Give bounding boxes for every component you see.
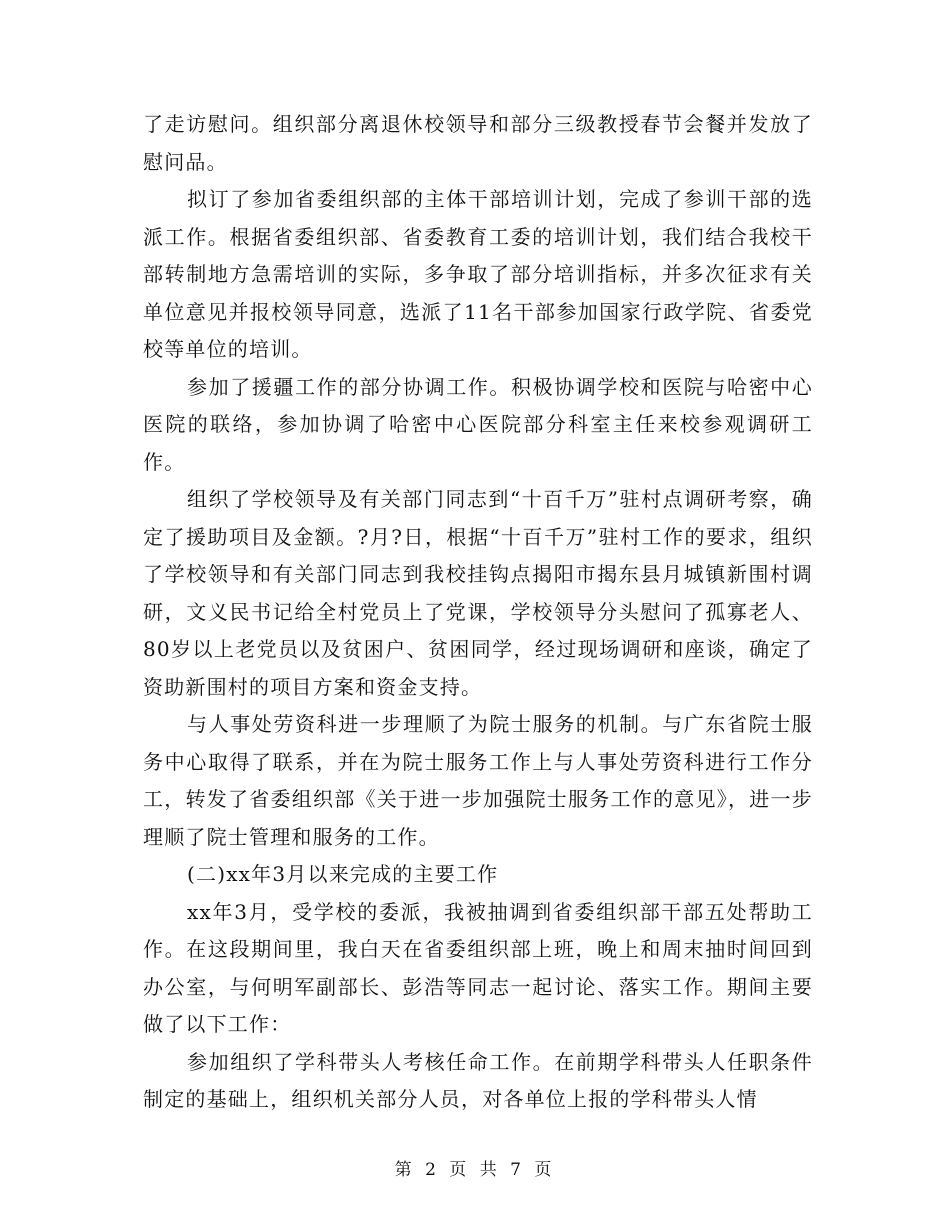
paragraph-1: 了走访慰问。组织部分离退休校领导和部分三级教授春节会餐并发放了慰问品。 [143,112,813,174]
paragraph-3: 参加了援疆工作的部分协调工作。积极协调学校和医院与哈密中心医院的联络，参加协调了哈密中心医院部分科室主任来校参观调研工作。 [143,374,813,474]
section-heading: (二)xx年3月以来完成的主要工作 [187,862,499,886]
body-text [143,106,813,1119]
paragraph-5: 与人事处劳资科进一步理顺了为院士服务的机制。与广东省院士服务中心取得了联系，并在为院士服务工作上与人事处劳资科进行工作分工，转发了省委组织部《关于进一步加强院士服务工作的意见》，进一步理顺了院士管理和服务的工作。 [143,712,813,849]
paragraph-7: 参加组织了学科带头人考核任命工作。在前期学科带头人任职条件制定的基础上，组织机关部分人员，对各单位上报的学科带头人情 [143,1049,813,1111]
page-number-footer: 第 2 页 共 7 页 [394,1160,556,1180]
paragraph-6: xx年3月，受学校的委派，我被抽调到省委组织部干部五处帮助工作。在这段期间里，我白天在省委组织部上班，晚上和周末抽时间回到办公室，与何明军副部长、彭浩等同志一起讨论、落实工作。期间主要做了以下工作： [143,899,813,1036]
paragraph-4: 组织了学校领导及有关部门同志到“十百千万”驻村点调研考察，确定了援助项目及金额。?月?日，根据“十百千万”驻村工作的要求，组织了学校领导和有关部门同志到我校挂钩点揭阳市揭东县月城镇新围村调研，文义民书记给全村党员上了党课，学校领导分头慰问了孤寡老人、80岁以上老党员以及贫困户、贫困同学，经过现场调研和座谈，确定了资助新围村的项目方案和资金支持。 [143,487,813,699]
paragraph-2: 拟订了参加省委组织部的主体干部培训计划，完成了参训干部的选派工作。根据省委组织部、省委教育工委的培训计划，我们结合我校干部转制地方急需培训的实际，多争取了部分培训指标，并多次征求有关单位意见并报校领导同意，选派了11名干部参加国家行政学院、省委党校等单位的培训。 [143,187,813,361]
